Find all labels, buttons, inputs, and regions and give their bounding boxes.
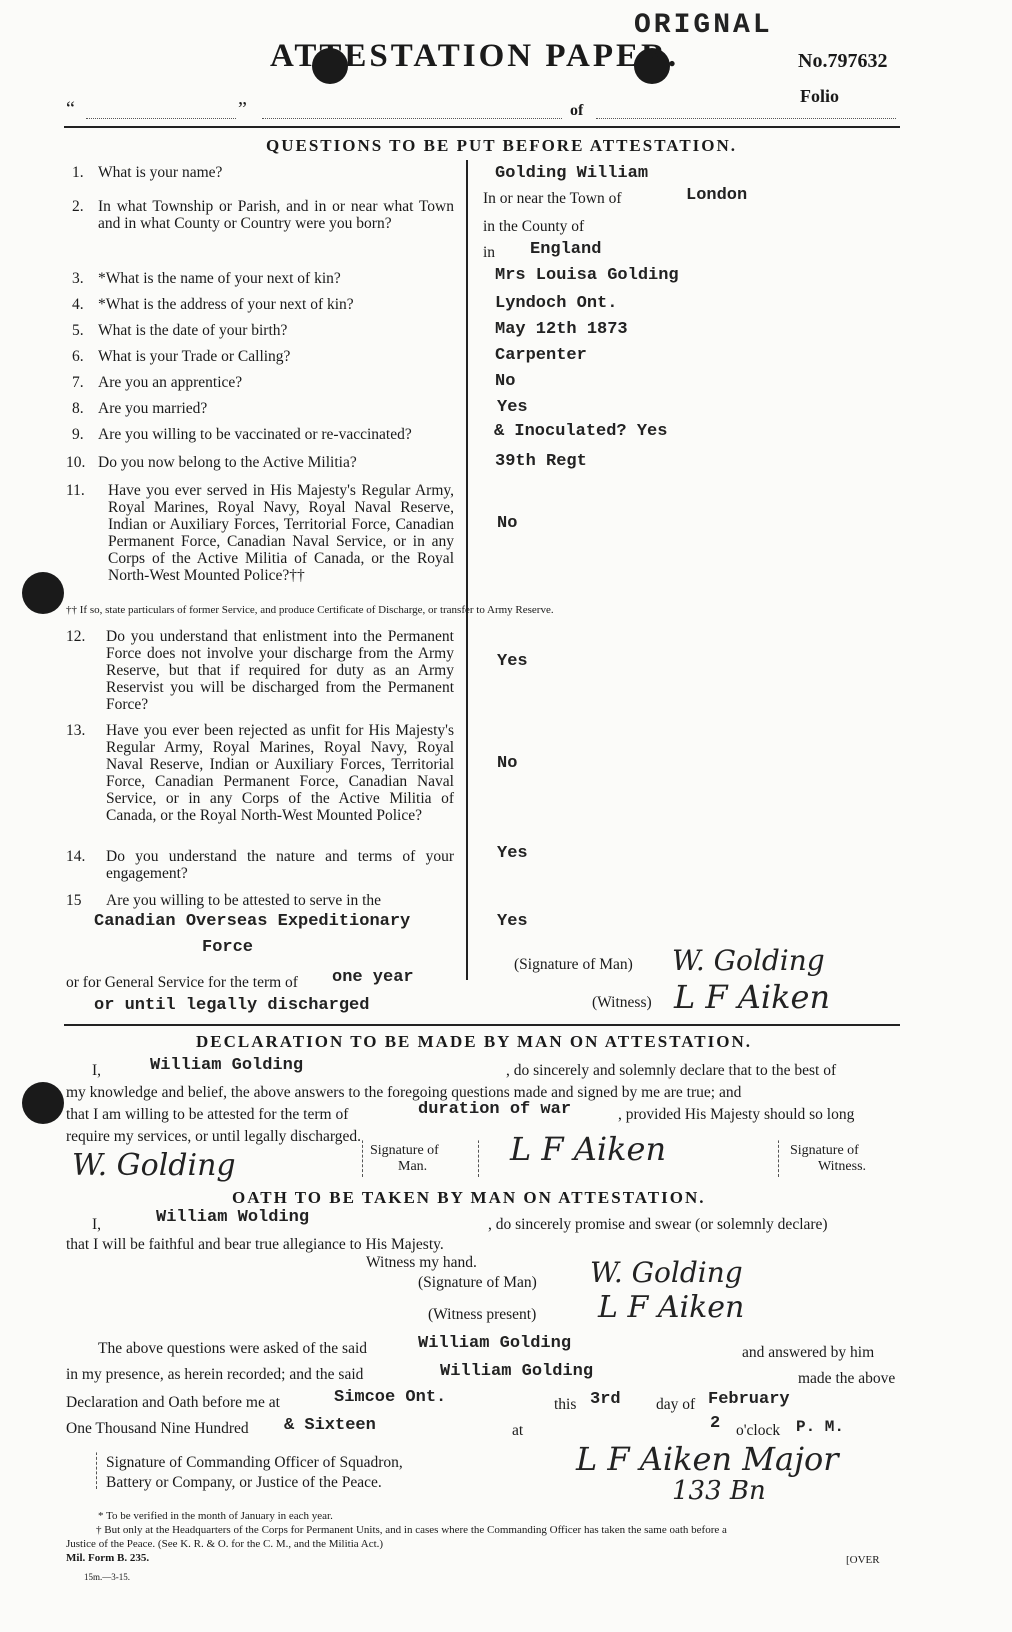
q15-witness-sig: L F Aiken — [674, 978, 831, 1016]
officer-name1: William Golding — [418, 1334, 572, 1353]
q6-text: What is your Trade or Calling? — [98, 348, 291, 365]
q7-number: 7. — [72, 374, 84, 391]
q9-answer: & Inoculated? Yes — [494, 422, 668, 441]
q15-answer: Yes — [497, 912, 528, 931]
q12-number: 12. — [66, 628, 86, 645]
number-text: No.797632 — [798, 50, 888, 72]
quote-right: ” — [238, 98, 247, 120]
q15-term-2: or until legally discharged — [94, 996, 370, 1015]
footer-code: 15m.—3-15. — [84, 1572, 130, 1582]
q8-number: 8. — [72, 400, 84, 417]
officer-line2a: in my presence, as herein recorded; and the said — [66, 1366, 364, 1383]
declaration-line4: require my services, or until legally discharged. — [66, 1128, 361, 1145]
officer-unit: 133 Bn — [672, 1476, 766, 1506]
q12-text: Do you understand that enlistment into the Permanent Force does not involve your discharge from the Army Reserve, but that if required for duty as an Army Reservist you will be discharged from the Permanent Force? — [106, 628, 454, 713]
q2-country-value: England — [530, 240, 602, 259]
officer-day: 3rd — [590, 1390, 621, 1409]
q4-text: *What is the address of your next of kin? — [98, 296, 354, 313]
folio-label: Folio — [800, 86, 839, 106]
q5-answer: May 12th 1873 — [495, 320, 628, 339]
q4-answer: Lyndoch Ont. — [495, 294, 618, 313]
officer-line3a: Declaration and Oath before me at — [66, 1394, 280, 1411]
q11-number: 11. — [66, 482, 85, 499]
q5-text: What is the date of your birth? — [98, 322, 288, 339]
q12-answer: Yes — [497, 652, 528, 671]
unit-line — [86, 118, 236, 119]
declaration-line3b: , provided His Majesty should so long — [618, 1106, 855, 1123]
q15-sig-man-label: (Signature of Man) — [514, 956, 633, 973]
oath-line1: , do sincerely promise and swear (or solemnly declare) — [488, 1216, 828, 1233]
q1-number: 1. — [72, 164, 84, 181]
bracket-right — [770, 1140, 779, 1177]
q2-town-label: In or near the Town of — [483, 190, 622, 207]
officer-hour: 2 — [710, 1414, 721, 1433]
questions-bottom-rule — [64, 1024, 900, 1026]
declaration-sig-witness-label-1: Signature of — [790, 1143, 859, 1158]
officer-oclock: o'clock — [736, 1422, 781, 1439]
q10-number: 10. — [66, 454, 86, 471]
q13-number: 13. — [66, 722, 86, 739]
officer-line4a: One Thousand Nine Hundred — [66, 1420, 249, 1437]
unit-line-2 — [262, 118, 562, 119]
q1-answer: Golding William — [495, 164, 649, 183]
q9-text: Are you willing to be vaccinated or re-vaccinated? — [98, 426, 412, 443]
q2-number: 2. — [72, 198, 84, 215]
bracket-mid — [470, 1140, 479, 1177]
declaration-line2: my knowledge and belief, the above answers to the foregoing questions made and signed by me are true; and — [66, 1084, 742, 1101]
officer-at: at — [512, 1422, 524, 1439]
q13-text: Have you ever been rejected as unfit for His Majesty's Regular Army, Royal Marines, Royal Navy, Royal Naval Reserve, Indian or Auxiliary Forces, Territorial Force, Canadian Permanent Force, Canadian Naval Service, or in any Corps of the Active Militia of Canada, or the Royal North-West Mounted Police? — [106, 722, 454, 824]
column-divider — [466, 160, 468, 980]
of-label: of — [570, 102, 584, 119]
officer-pm: P. M. — [796, 1418, 845, 1436]
oath-line2: that I will be faithful and bear true allegiance to His Majesty. — [66, 1236, 444, 1253]
q15-witness-label: (Witness) — [592, 994, 652, 1011]
officer-sig-label-1: Signature of Commanding Officer of Squadron, — [106, 1454, 403, 1471]
q10-text: Do you now belong to the Active Militia? — [98, 454, 357, 471]
oath-witness-sig: L F Aiken — [598, 1290, 745, 1325]
officer-sig-label-2: Battery or Company, or Justice of the Peace. — [106, 1474, 382, 1491]
q6-answer: Carpenter — [495, 346, 587, 365]
q11-answer: No — [497, 514, 518, 533]
q11-footnote: †† If so, state particulars of former Service, and produce Certificate of Discharge, or transfer to Army Reserve. — [66, 604, 554, 616]
q2-county-label: in the County of — [483, 218, 585, 235]
declaration-term: duration of war — [418, 1100, 572, 1119]
officer-bracket — [96, 1452, 105, 1489]
footer-form: Mil. Form B. 235. — [66, 1552, 150, 1564]
bracket-left — [354, 1140, 363, 1177]
document-number — [798, 50, 887, 73]
footer-note-3: Justice of the Peace. (See K. R. & O. for the C. M., and the Militia Act.) — [66, 1538, 384, 1550]
officer-year: & Sixteen — [284, 1416, 376, 1435]
q9-number: 9. — [72, 426, 84, 443]
footer-over: [OVER — [846, 1554, 880, 1566]
q14-text: Do you understand the nature and terms of your engagement? — [106, 848, 454, 882]
q10-answer: 39th Regt — [495, 452, 587, 471]
footer-note-1: * To be verified in the month of January in each year. — [98, 1510, 333, 1522]
q2-country-label: in — [483, 244, 496, 261]
q15-sig-man: W. Golding — [672, 944, 825, 977]
declaration-line3a: that I am willing to be attested for the term of — [66, 1106, 349, 1123]
q2-town-value: London — [686, 186, 748, 205]
officer-day-label: day of — [656, 1396, 696, 1413]
declaration-sig-man-label-1: Signature of — [370, 1143, 439, 1158]
oath-witness-label: (Witness present) — [428, 1306, 537, 1323]
declaration-sig-man-label-2: Man. — [398, 1159, 428, 1174]
quote-left: “ — [66, 98, 75, 120]
officer-month: February — [708, 1390, 790, 1409]
q15-typed-2: Force — [202, 938, 254, 957]
declaration-name: William Golding — [150, 1056, 304, 1075]
q14-number: 14. — [66, 848, 86, 865]
punch-hole-lower — [22, 1082, 64, 1124]
q11-text: Have you ever served in His Majesty's Regular Army, Royal Marines, Royal Navy, Royal Naval Reserve, Indian or Auxiliary Forces, Territorial Force, Canadian Permanent Force, Canadian Naval Service, or in any Corps of the Active Militia of Canada, or the Royal North-West Mounted Police?†† — [108, 482, 454, 584]
officer-line1b: and answered by him — [742, 1344, 875, 1361]
declaration-sig-man: W. Golding — [72, 1148, 236, 1183]
q13-answer: No — [497, 754, 518, 773]
questions-heading: QUESTIONS TO BE PUT BEFORE ATTESTATION. — [266, 136, 738, 155]
declaration-sig-witness-label-2: Witness. — [818, 1159, 867, 1174]
q3-number: 3. — [72, 270, 84, 287]
officer-sig: L F Aiken Major — [576, 1440, 839, 1478]
officer-line1a: The above questions were asked of the said — [98, 1340, 368, 1357]
q6-number: 6. — [72, 348, 84, 365]
oath-heading: OATH TO BE TAKEN BY MAN ON ATTESTATION. — [232, 1188, 706, 1207]
officer-line2b: made the above — [798, 1370, 896, 1387]
q3-answer: Mrs Louisa Golding — [495, 266, 679, 285]
footer-note-2: † But only at the Headquarters of the Corps for Permanent Units, and in cases where the Commanding Officer has taken the same oath before a — [96, 1524, 727, 1536]
original-stamp: ORIGNAL — [634, 10, 773, 41]
q15-typed-1: Canadian Overseas Expeditionary — [94, 912, 411, 931]
declaration-i: I, — [92, 1062, 102, 1079]
oath-name: William Wolding — [156, 1208, 310, 1227]
q14-answer: Yes — [497, 844, 528, 863]
q8-answer: Yes — [497, 398, 528, 417]
q2-text: In what Township or Parish, and in or near what Town and in what County or Country were you born? — [98, 198, 454, 232]
oath-sig-man-label: (Signature of Man) — [418, 1274, 537, 1291]
officer-name2: William Golding — [440, 1362, 594, 1381]
q15-number: 15 — [66, 892, 82, 909]
punch-hole-middle — [22, 572, 64, 614]
oath-i: I, — [92, 1216, 102, 1233]
q4-number: 4. — [72, 296, 84, 313]
document-title: ATTESTATION PAPER. — [270, 38, 680, 74]
top-rule — [64, 126, 900, 128]
q15-general: or for General Service for the term of — [66, 974, 298, 991]
officer-place: Simcoe Ont. — [334, 1388, 447, 1407]
q7-text: Are you an apprentice? — [98, 374, 243, 391]
q15-term-1: one year — [332, 968, 414, 987]
q3-text: *What is the name of your next of kin? — [98, 270, 341, 287]
oath-sig-man: W. Golding — [590, 1256, 743, 1289]
declaration-line1: , do sincerely and solemnly declare that to the best of — [506, 1062, 837, 1079]
q15-text: Are you willing to be attested to serve in the — [106, 892, 382, 909]
q7-answer: No — [495, 372, 516, 391]
q5-number: 5. — [72, 322, 84, 339]
declaration-heading: DECLARATION TO BE MADE BY MAN ON ATTESTATION. — [196, 1032, 752, 1051]
oath-witness-hand: Witness my hand. — [366, 1254, 477, 1271]
officer-this: this — [554, 1396, 577, 1413]
declaration-witness-sig: L F Aiken — [510, 1130, 667, 1168]
unit-line-3 — [596, 118, 896, 119]
q8-text: Are you married? — [98, 400, 208, 417]
q1-text: What is your name? — [98, 164, 223, 181]
